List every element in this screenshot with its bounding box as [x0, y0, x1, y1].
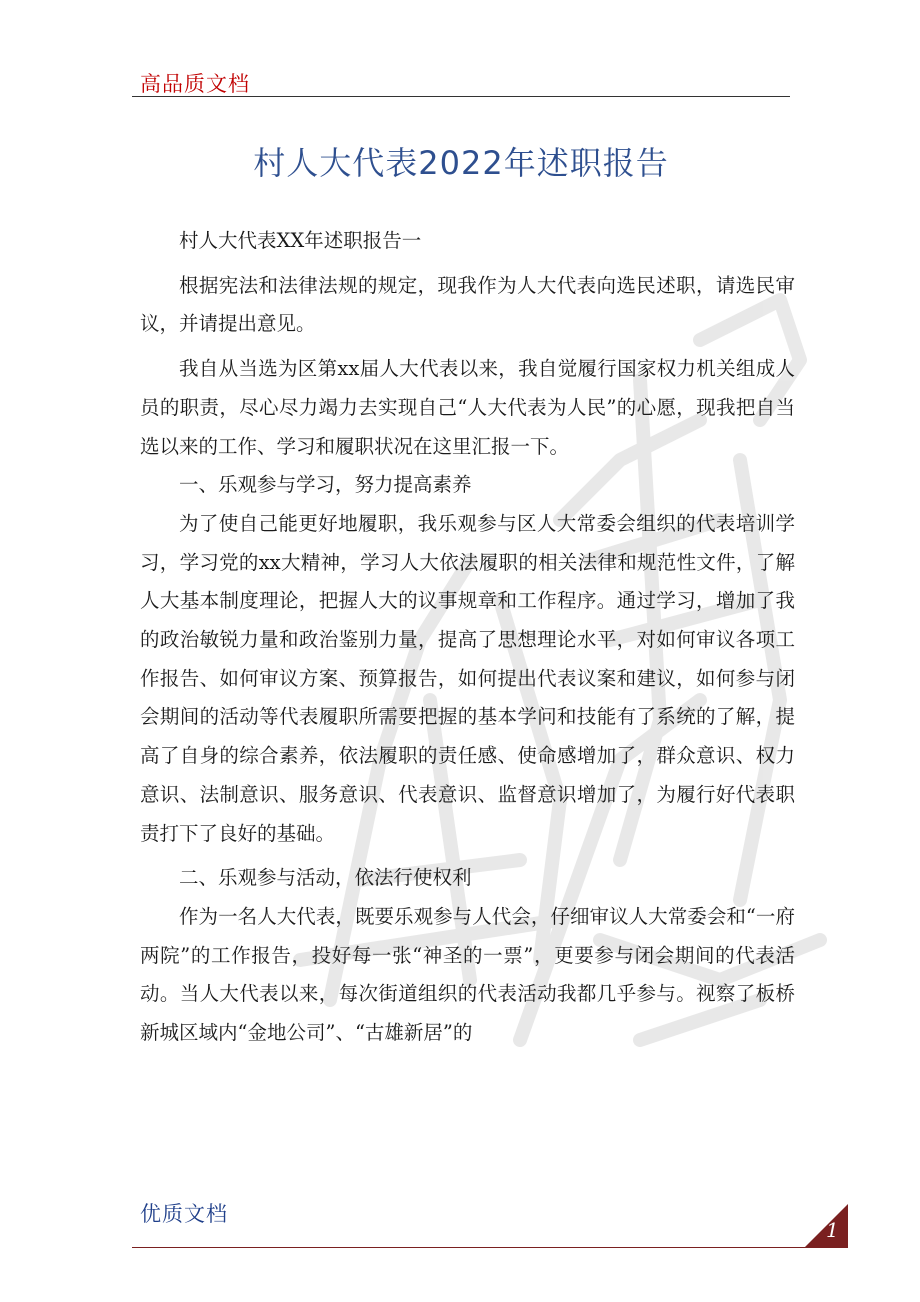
body-paragraph: 我自从当选为区第xx届人大代表以来，我自觉履行国家权力机关组成人员的职责，尽心尽力竭力去实现自己“人大代表为人民”的心愿，现我把自当选以来的工作、学习和履职状况在这里汇报一下。 [140, 357, 795, 458]
footer-divider [132, 1247, 847, 1248]
body-paragraph: 作为一名人大代表，既要乐观参与人代会，仔细审议人大常委会和“一府两院”的工作报告，投好每一张“神圣的一票”，更要参与闭会期间的代表活动。当人大代表以来，每次街道组织的代表活动我都几乎参与。视察了板桥新城区域内“金地公司”、“古雄新居”的 [140, 904, 795, 1045]
section-heading: 二、乐观参与活动，依法行使权利 [179, 866, 472, 890]
document-title: 村人大代表2022年述职报告 [253, 144, 669, 182]
document-body [140, 222, 795, 1053]
body-paragraph: 根据宪法和法律法规的规定，现我作为人大代表向选民述职，请选民审议，并请提出意见。 [140, 273, 795, 336]
body-paragraph: 为了使自己能更好地履职，我乐观参与区人大常委会组织的代表培训学习，学习党的xx大精神，学习人大依法履职的相关法律和规范性文件，了解人大基本制度理论，把握人大的议事规章和工作程序。通过学习，增加了我的政治敏锐力量和政治鉴别力量，提高了思想理论水平，对如何审议各项工作报告、如何审议方案、预算报告，如何提出代表议案和建议，如何参与闭会期间的活动等代表履职所需要把握的基本学问和技能有了系统的了解，提高了自身的综合素养，依法履职的责任感、使命感增加了，群众意识、权力意识、法制意识、服务意识、代表意识、监督意识增加了，为履行好代表职责打下了良好的基础。 [140, 511, 795, 845]
header-brand: 高品质文档 [140, 72, 250, 96]
header-divider [132, 96, 790, 97]
footer-brand: 优质文档 [140, 1202, 228, 1226]
subtitle-paragraph: 村人大代表XX年述职报告一 [179, 229, 422, 252]
section-heading: 一、乐观参与学习，努力提高素养 [179, 473, 472, 497]
page-number: 1 [826, 1218, 839, 1242]
